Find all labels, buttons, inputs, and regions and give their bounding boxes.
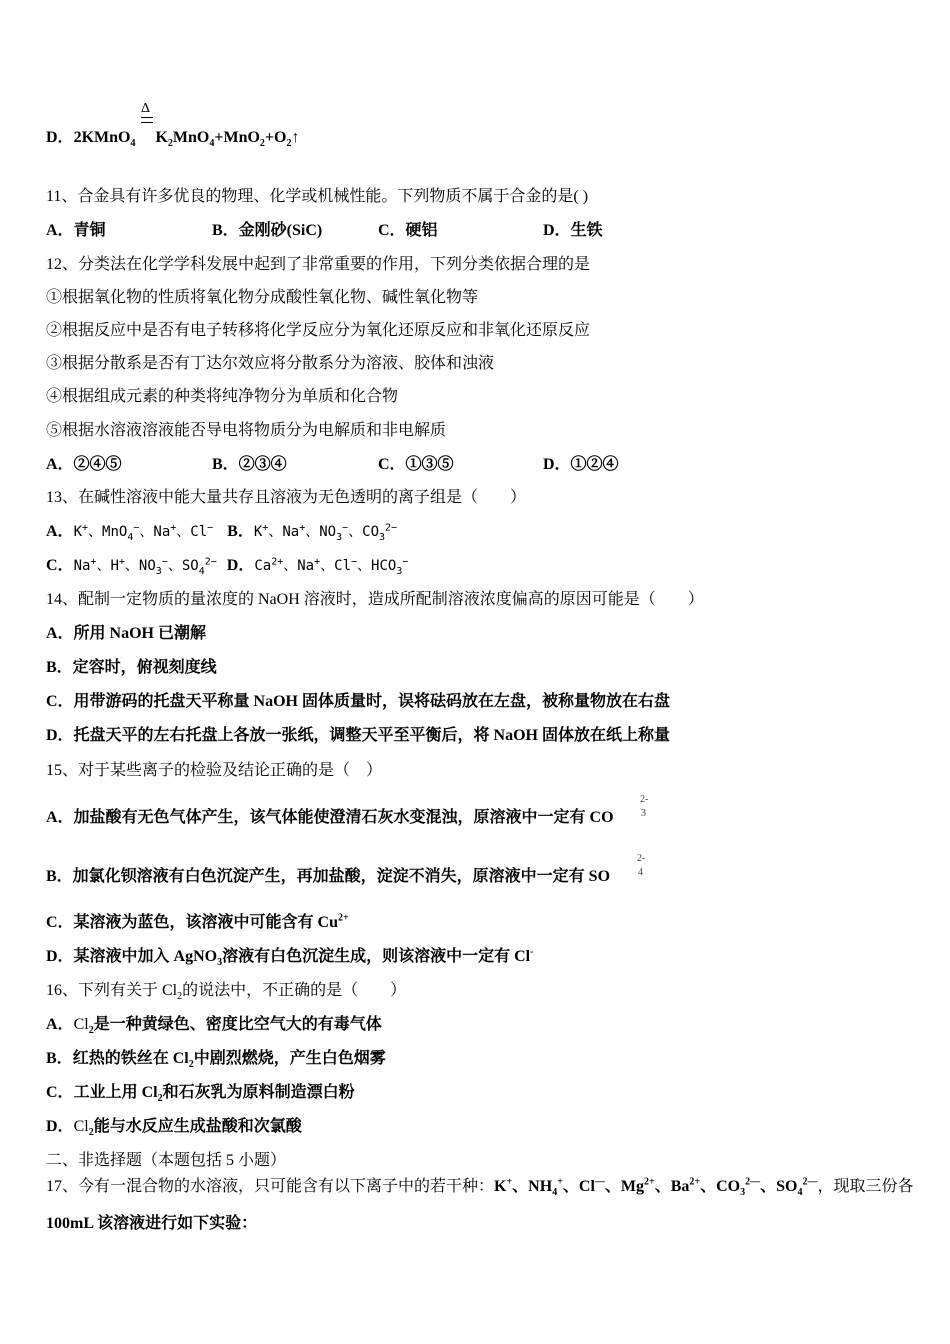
q11-option-c: C．硬铝 [378, 222, 438, 239]
q13-stem: 13、在碱性溶液中能大量共存且溶液为无色透明的离子组是（ ） [46, 489, 527, 506]
q16-option-d: D．$Cl_2$能与水反应生成盐酸和次氯酸 [46, 1118, 302, 1139]
q11-option-d: D．生铁 [543, 222, 603, 239]
q14-option-a: A．所用 NaOH 已潮解 [46, 625, 207, 642]
q13-options-ab: A．K+、MnO$_4$−、Na+、Cl− B．K+、Na+、$NO_3^-$、$CO_3^{2-}$ [46, 522, 398, 543]
q17-stem: 17、今有一混合物的水溶液，只可能含有以下离子中的若干种：K+、$NH_4^+$、Cl—、$Mg^{2+}$、$Ba^{2+}$、$CO_3^{2—}$、$SO_4^{2—}$，现取三份各 [46, 1176, 914, 1199]
q15-b-charge: 2- [637, 853, 646, 864]
q15-b-sub: 4 [638, 867, 643, 878]
q15-a-charge: 2- [640, 794, 649, 805]
q16-option-c: C．工业上用 $Cl_2$和石灰乳为原料制造漂白粉 [46, 1084, 355, 1105]
q12-option-a: A．②④⑤ [46, 456, 122, 473]
equal-sign [141, 117, 153, 123]
q12-item-2: ②根据反应中是否有电子转移将化学反应分为氧化还原反应和非氧化还原反应 [46, 322, 591, 339]
q15-option-a: A．加盐酸有无色气体产生，该气体能使澄清石灰水变混浊，原溶液中一定有 CO [46, 809, 614, 826]
q11-option-b: B．金刚砂(SiC) [212, 222, 323, 239]
heating-condition-delta: Δ [141, 101, 151, 116]
q15-option-d: D．某溶液中加入 AgNO$_3$溶液有白色沉淀生成，则该溶液中一定有 Cl- [46, 946, 534, 969]
q10-option-d: D．2KMnO$_4$ $K_2MnO_4+MnO_2+O_2↑$ [46, 129, 300, 150]
q12-option-d: D．①②④ [543, 456, 619, 473]
q17-stem-line2: 100mL 该溶液进行如下实验： [46, 1215, 258, 1232]
q12-stem: 12、分类法在化学学科发展中起到了非常重要的作用，下列分类依据合理的是 [46, 256, 591, 273]
q14-stem: 14、配制一定物质的量浓度的 NaOH 溶液时，造成所配制溶液浓度偏高的原因可能是（ ） [46, 591, 704, 608]
q15-a-sub: 3 [641, 808, 646, 819]
q16-option-a: A．$Cl_2$是一种黄绿色、密度比空气大的有毒气体 [46, 1016, 382, 1037]
q12-option-c: C．①③⑤ [378, 456, 454, 473]
q12-item-3: ③根据分散系是否有丁达尔效应将分散系分为溶液、胶体和浊液 [46, 355, 495, 372]
q14-option-c: C．用带游码的托盘天平称量 NaOH 固体质量时，误将砝码放在左盘，被称量物放在右盘 [46, 693, 671, 710]
q11-stem: 11、合金具有许多优良的物理、化学或机械性能。下列物质不属于合金的是( ) [46, 188, 589, 205]
q15-option-b: B．加氯化钡溶液有白色沉淀产生，再加盐酸，淀淀不消失，原溶液中一定有 SO [46, 868, 611, 885]
section-heading: 二、非选择题（本题包括 5 小题） [46, 1152, 287, 1169]
q12-item-5: ⑤根据水溶液溶液能否导电将物质分为电解质和非电解质 [46, 422, 447, 439]
q11-option-a: A．青铜 [46, 222, 106, 239]
q15-option-c: C．某溶液为蓝色，该溶液中可能含有 $Cu^{2+}$ [46, 912, 349, 931]
q12-item-4: ④根据组成元素的种类将纯净物分为单质和化合物 [46, 388, 399, 405]
q12-option-b: B．②③④ [212, 456, 287, 473]
q13-options-cd: C．Na+、H+、$NO_3^-$、$SO_4^{2-}$ D．$Ca^{2+}$、Na+、Cl−、$HCO_3^-$ [46, 556, 409, 577]
q12-item-1: ①根据氧化物的性质将氧化物分成酸性氧化物、碱性氧化物等 [46, 289, 479, 306]
q16-stem: 16、下列有关于 $Cl_2$的说法中，不正确的是（ ） [46, 982, 407, 1003]
q14-option-b: B．定容时，俯视刻度线 [46, 659, 217, 676]
q16-option-b: B．红热的铁丝在 $Cl_2$中剧烈燃烧，产生白色烟雾 [46, 1050, 386, 1071]
q15-stem: 15、对于某些离子的检验及结论正确的是（ ） [46, 762, 383, 779]
q14-option-d: D．托盘天平的左右托盘上各放一张纸，调整天平至平衡后，将 NaOH 固体放在纸上称量 [46, 727, 671, 744]
